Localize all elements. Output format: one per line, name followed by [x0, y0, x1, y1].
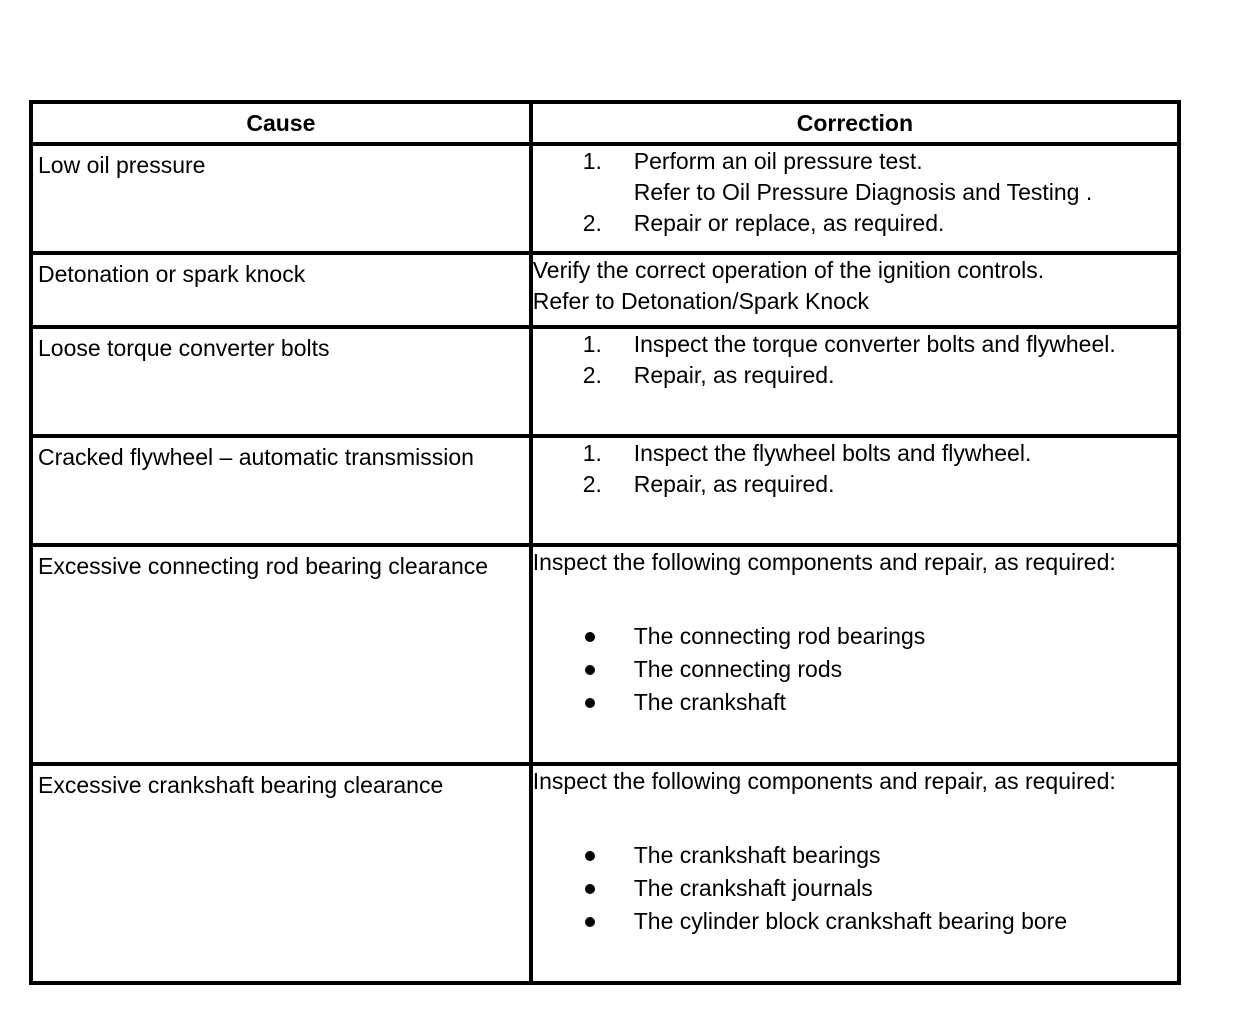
table-row [31, 545, 1179, 764]
correction-cell [531, 253, 1179, 327]
bullet-icon [585, 632, 595, 642]
cause-cell [31, 144, 531, 253]
step-item [533, 360, 1177, 391]
header-correction: Correction [531, 102, 1179, 144]
cause-text: Detonation or spark knock [38, 261, 306, 287]
list-item [533, 905, 1177, 938]
bullet-icon [585, 851, 595, 861]
correction-line: Verify the correct operation of the ignition controls. [532, 257, 1045, 283]
step-number: 1. [582, 440, 602, 466]
step-item [533, 329, 1177, 360]
bullet-text: The crankshaft journals [633, 875, 873, 901]
step-item [533, 438, 1177, 469]
list-item [533, 686, 1177, 719]
header-row [31, 102, 1179, 144]
diagnosis-table [29, 100, 1181, 985]
cause-text: Loose torque converter bolts [38, 335, 330, 361]
correction-cell [531, 144, 1179, 253]
cause-text: Low oil pressure [38, 152, 206, 178]
step-number: 1. [582, 148, 602, 174]
step-number: 1. [582, 331, 602, 357]
cause-cell [31, 764, 531, 983]
cause-cell [31, 545, 531, 764]
correction-cell [531, 764, 1179, 983]
correction-cell [531, 327, 1179, 436]
header-cause: Cause [31, 102, 531, 144]
bullet-icon [585, 917, 595, 927]
step-number: 2. [582, 362, 602, 388]
step-item [533, 469, 1177, 500]
correction-cell [531, 545, 1179, 764]
steps-list [533, 146, 1177, 177]
steps-list [533, 329, 1177, 391]
cause-cell [31, 253, 531, 327]
cause-text: Cracked flywheel – automatic transmission [38, 444, 474, 470]
correction-intro: Inspect the following components and repair, as required: [532, 768, 1116, 794]
step-item [533, 208, 1177, 239]
step-number: 2. [582, 471, 602, 497]
step-text: Inspect the flywheel bolts and flywheel. [633, 440, 1032, 466]
step-item [533, 146, 1177, 177]
bullet-list [533, 620, 1177, 719]
step-text: Repair, as required. [633, 362, 835, 388]
bullet-text: The crankshaft [633, 689, 786, 715]
step-text: Inspect the torque converter bolts and flywheel. [633, 331, 1116, 357]
list-item [533, 872, 1177, 905]
bullet-text: The cylinder block crankshaft bearing bore [633, 908, 1068, 934]
cause-text: Excessive crankshaft bearing clearance [38, 772, 444, 798]
step-reference: Refer to Oil Pressure Diagnosis and Testing . [633, 179, 1093, 205]
step-text: Perform an oil pressure test. [633, 148, 923, 174]
cause-text: Excessive connecting rod bearing clearance [38, 553, 489, 579]
step-text: Repair, as required. [633, 471, 835, 497]
steps-list [533, 208, 1177, 239]
bullet-icon [585, 665, 595, 675]
bullet-icon [585, 698, 595, 708]
step-number: 2. [582, 210, 602, 236]
table-row [31, 764, 1179, 983]
table-row [31, 144, 1179, 253]
list-item [533, 620, 1177, 653]
bullet-text: The crankshaft bearings [633, 842, 881, 868]
steps-list [533, 438, 1177, 500]
bullet-icon [585, 884, 595, 894]
list-item [533, 839, 1177, 872]
table-row [31, 327, 1179, 436]
list-item [533, 653, 1177, 686]
bullet-list [533, 839, 1177, 938]
cause-cell [31, 436, 531, 545]
cause-cell [31, 327, 531, 436]
correction-intro: Inspect the following components and repair, as required: [532, 549, 1116, 575]
correction-reference: Refer to Detonation/Spark Knock [532, 288, 869, 314]
table-row [31, 253, 1179, 327]
step-text: Repair or replace, as required. [633, 210, 945, 236]
correction-cell [531, 436, 1179, 545]
bullet-text: The connecting rods [633, 656, 843, 682]
table-row [31, 436, 1179, 545]
bullet-text: The connecting rod bearings [633, 623, 926, 649]
